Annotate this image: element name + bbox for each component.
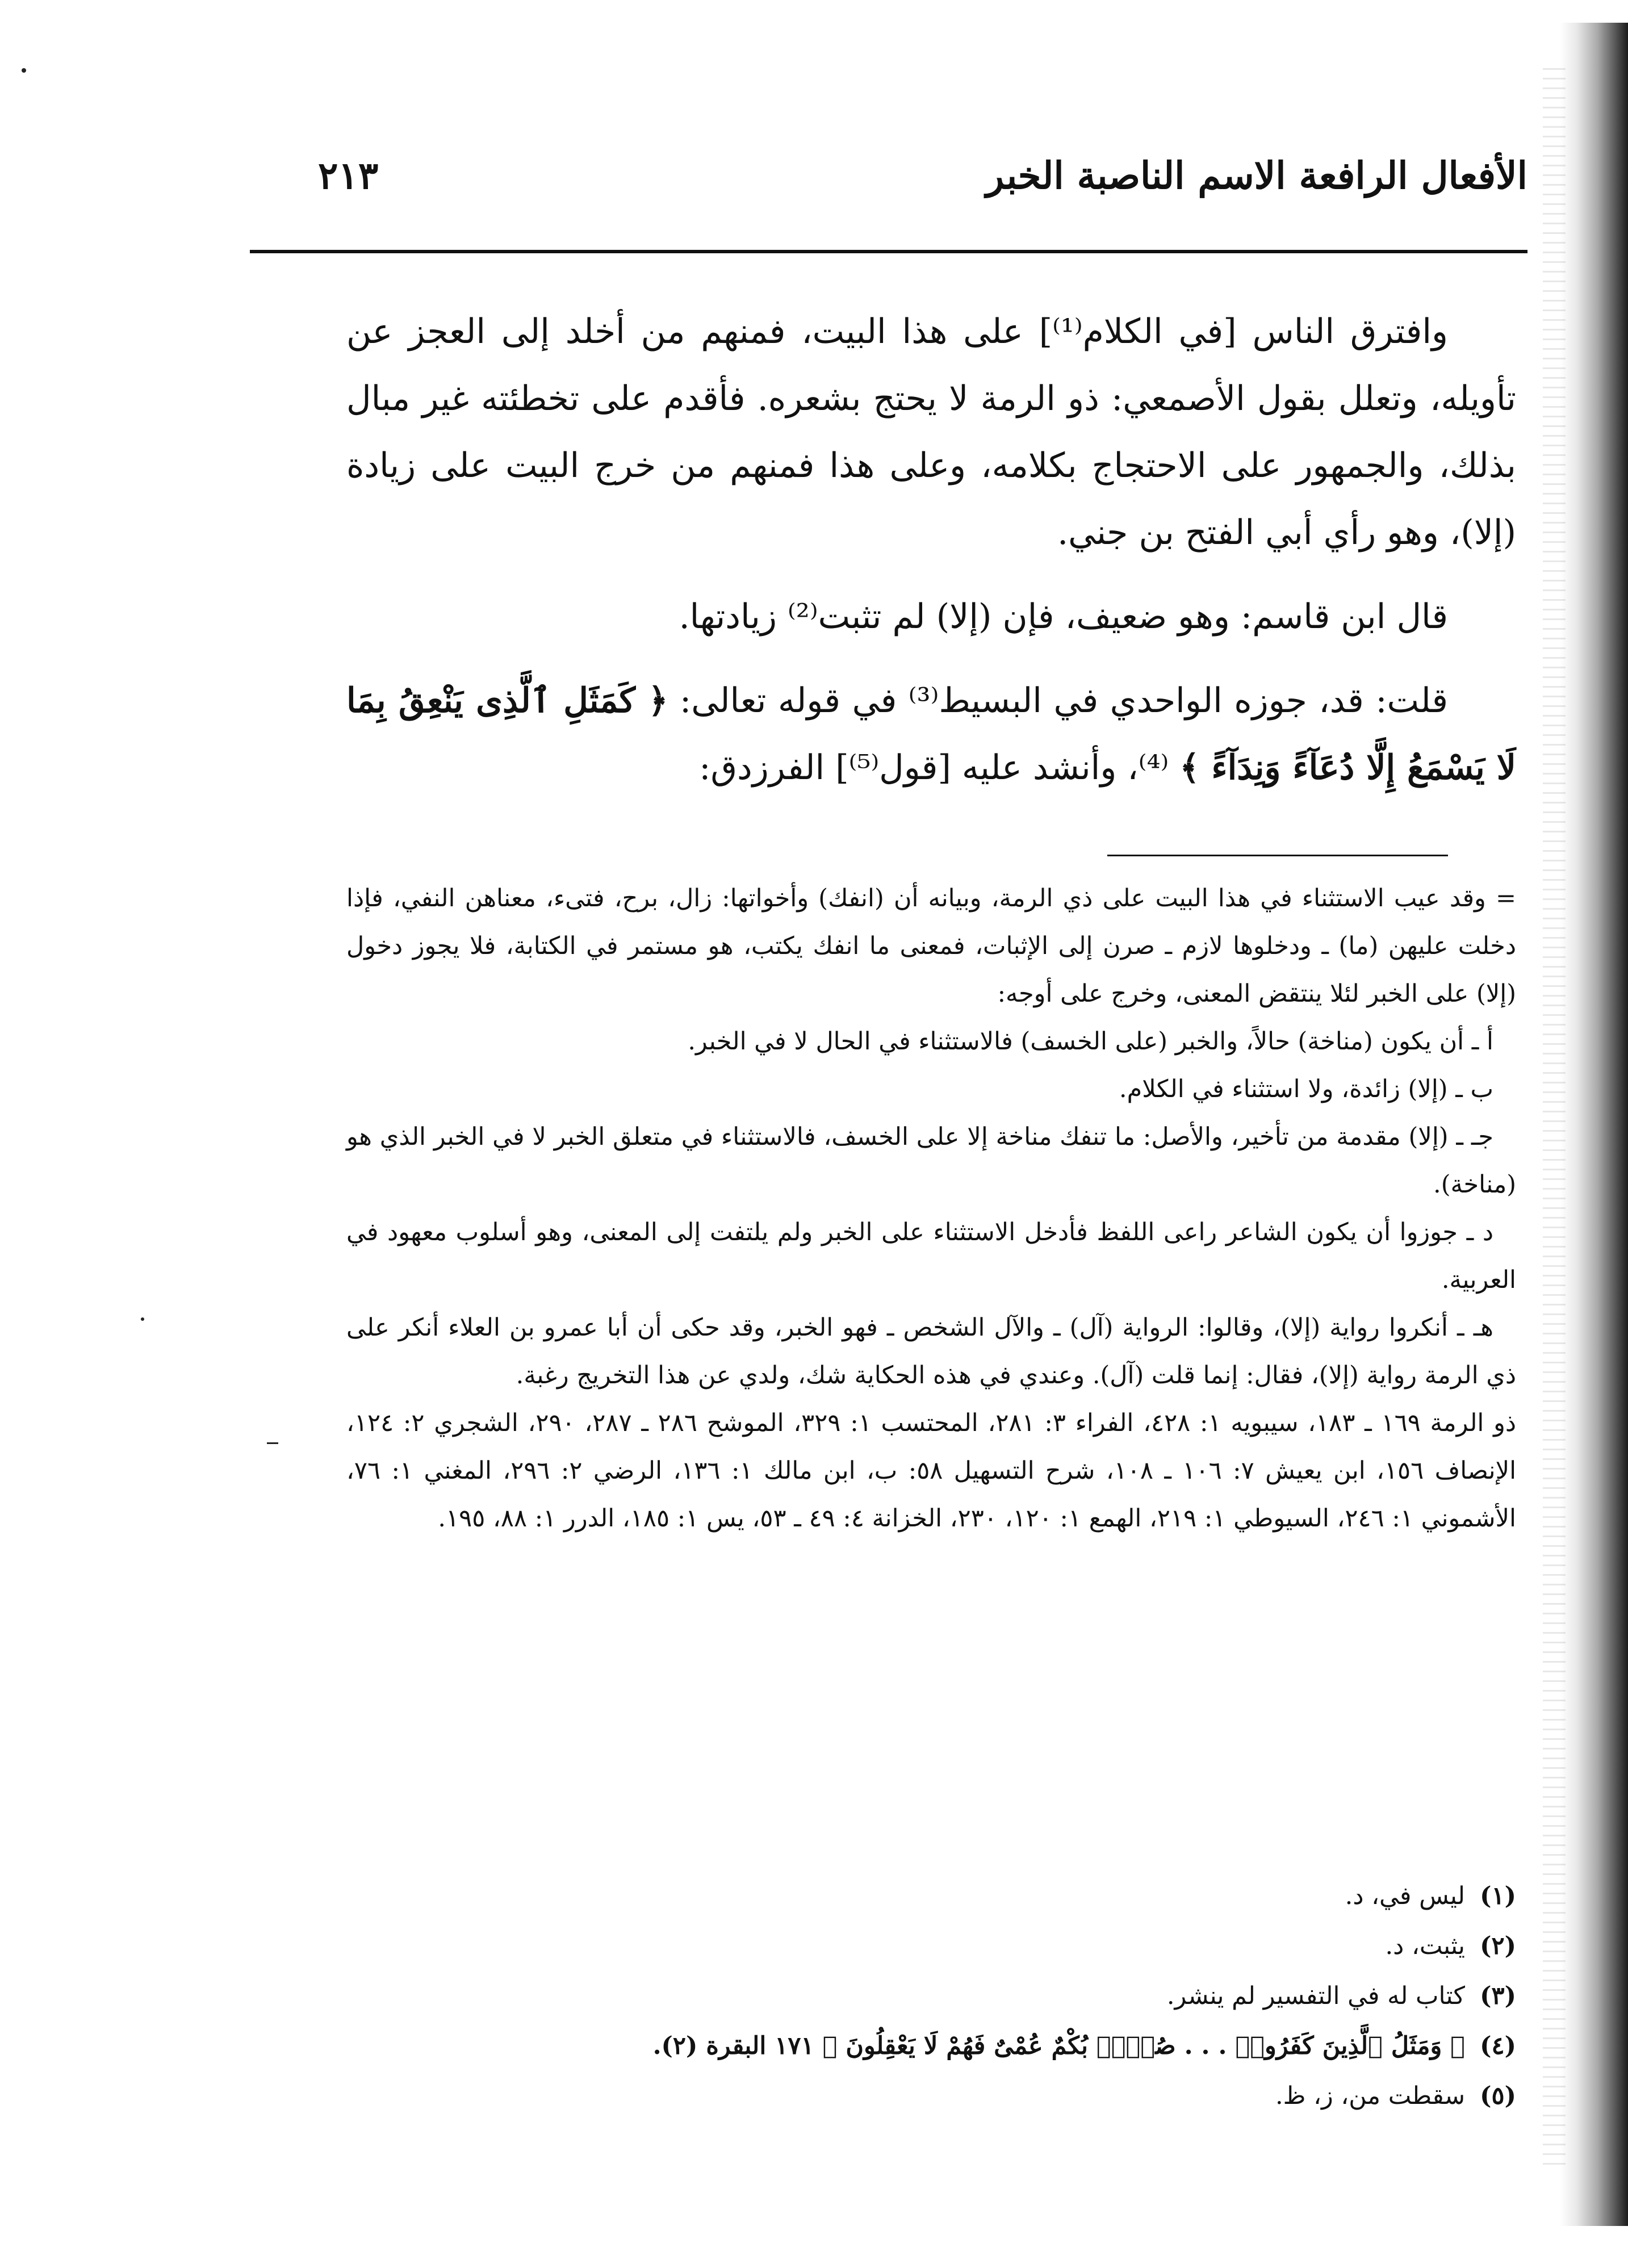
quran-quote: ﴿ كَمَثَلِ ٱلَّذِى يَنْعِقُ بِمَا لَا يَسْمَعُ إِلَّا دُعَآءً وَنِدَآءً ﴾	[346, 681, 1516, 788]
footnote-number: (٢)	[1480, 1932, 1516, 1960]
main-text	[346, 298, 1516, 818]
main-paragraph: قال ابن قاسم: وهو ضعيف، فإن (إلا) لم تثبت⁽²⁾ زيادتها.	[679, 597, 1448, 637]
note-item: د ـ جوزوا أن يكون الشاعر راعى اللفظ فأدخل الاستثناء على الخبر ولم يلتفت إلى المعنى، وهو أسلوب معهود في العربية.	[346, 1218, 1516, 1294]
scan-speck	[22, 68, 26, 73]
note-item: جـ ـ (إلا) مقدمة من تأخير، والأصل: ما تنفك مناخة إلا على الخسف، فالاستثناء في متعلق الخبر لا في الخبر الذي هو (مناخة).	[346, 1123, 1516, 1199]
page-binding-speckle	[1543, 68, 1566, 2169]
footnote-text: ليس في، د.	[1345, 1882, 1465, 1910]
header-rule	[250, 250, 1527, 253]
footnote	[511, 2021, 1516, 2071]
main-paragraph-text: قلت: قد، جوزه الواحدي في البسيط⁽³⁾ في قوله تعالى:	[680, 681, 1448, 721]
footnote-separator	[1107, 855, 1448, 856]
note-continuation: = وقد عيب الاستثناء في هذا البيت على ذي الرمة، وبيانه أن (انفك) وأخواتها: زال، برح، فتىء، معناهن النفي، فإذا دخلت عليهن (ما) ـ ودخلوها لازم ـ صرن إلى الإثبات، فمعنى ما انفك يكتب، هو مستمر في الكتابة، فلا يجوز دخول (إلا) على الخبر لئلا ينتقض المعنى، وخرج على أوجه:	[346, 884, 1516, 1008]
footnote-text: كتاب له في التفسير لم ينشر.	[1166, 1982, 1465, 2010]
footnote-number: (٥)	[1480, 2082, 1516, 2110]
footnote-text: يثبت، د.	[1385, 1932, 1465, 1960]
note-references: ذو الرمة ١٦٩ ـ ١٨٣، سيبويه ١: ٤٢٨، الفراء ٣: ٢٨١، المحتسب ١: ٣٢٩، الموشح ٢٨٦ ـ ٢٨٧، ٢٩٠، الشجري ٢: ١٢٤، الإنصاف ١٥٦، ابن يعيش ٧: ١٠٦ ـ ١٠٨، شرح التسهيل ٥٨: ب، ابن مالك ١: ١٣٦، الرضي ٢: ٢٩٦، المغني ١: ٧٦، الأشموني ١: ٢٤٦، السيوطي ١: ٢١٩، الهمع ١: ١٢٠، ٢٣٠، الخزانة ٤: ٤٩ ـ ٥٣، يس ١: ١٨٥، الدرر ١: ٨٨، ١٩٥.	[346, 1409, 1517, 1533]
footnote-number: (٣)	[1480, 1982, 1516, 2010]
footnote	[511, 2071, 1516, 2121]
main-paragraph-text: ⁽⁴⁾، وأنشد عليه [قول⁽⁵⁾] الفرزدق:	[699, 748, 1169, 788]
footnote-list	[511, 1871, 1516, 2121]
scan-speck	[267, 1442, 278, 1444]
footnote	[511, 1921, 1516, 1971]
main-paragraph	[346, 667, 1516, 801]
note-item: هـ ـ أنكروا رواية (إلا)، وقالوا: الرواية (آل) ـ والآل الشخص ـ فهو الخبر، وقد حكى أن أبا عمرو بن العلاء أنكر على ذي الرمة رواية (إلا)، فقال: إنما قلت (آل). وعندي في هذه الحكاية شك، ولدي عن هذا التخريج رغبة.	[346, 1313, 1516, 1390]
page-number: ٢١٣	[318, 153, 379, 198]
footnote	[511, 1971, 1516, 2021]
footnote-text: سقطت من، ز، ظ.	[1275, 2082, 1465, 2110]
main-paragraph: وافترق الناس [في الكلام⁽¹⁾] على هذا البيت، فمنهم من أخلد إلى العجز عن تأويله، وتعلل بقول الأصمعي: ذو الرمة لا يحتج بشعره. فأقدم على تخطئته غير مبال بذلك، والجمهور على الاحتجاج بكلامه، وعلى هذا فمنهم من خرج البيت على زيادة (إلا)، وهو رأي أبي الفتح بن جني.	[346, 312, 1517, 553]
note-item: أ ـ أن يكون (مناخة) حالاً، والخبر (على الخسف) فالاستثناء في الحال لا في الخبر.	[688, 1027, 1493, 1056]
footnote	[511, 1871, 1516, 1921]
scan-speck	[141, 1317, 144, 1321]
note-item: ب ـ (إلا) زائدة، ولا استثناء في الكلام.	[1119, 1075, 1493, 1103]
footnote-number: (٤)	[1480, 2032, 1516, 2060]
footnote-number: (١)	[1480, 1882, 1516, 1910]
page-binding-shadow	[1560, 23, 1628, 2226]
running-title: الأفعال الرافعة الاسم الناصبة الخبر	[986, 153, 1527, 198]
page-header	[318, 153, 1527, 221]
footnote-notes	[346, 874, 1516, 1542]
footnote-text: ﴿ وَمَثَلُ ٱلَّذِينَ كَفَرُوا۟ . . . صُمٌّۢ بُكْمٌ عُمْىٌ فَهُمْ لَا يَعْقِلُونَ ﴾ ١٧١ البقرة (٢).	[652, 2032, 1465, 2060]
